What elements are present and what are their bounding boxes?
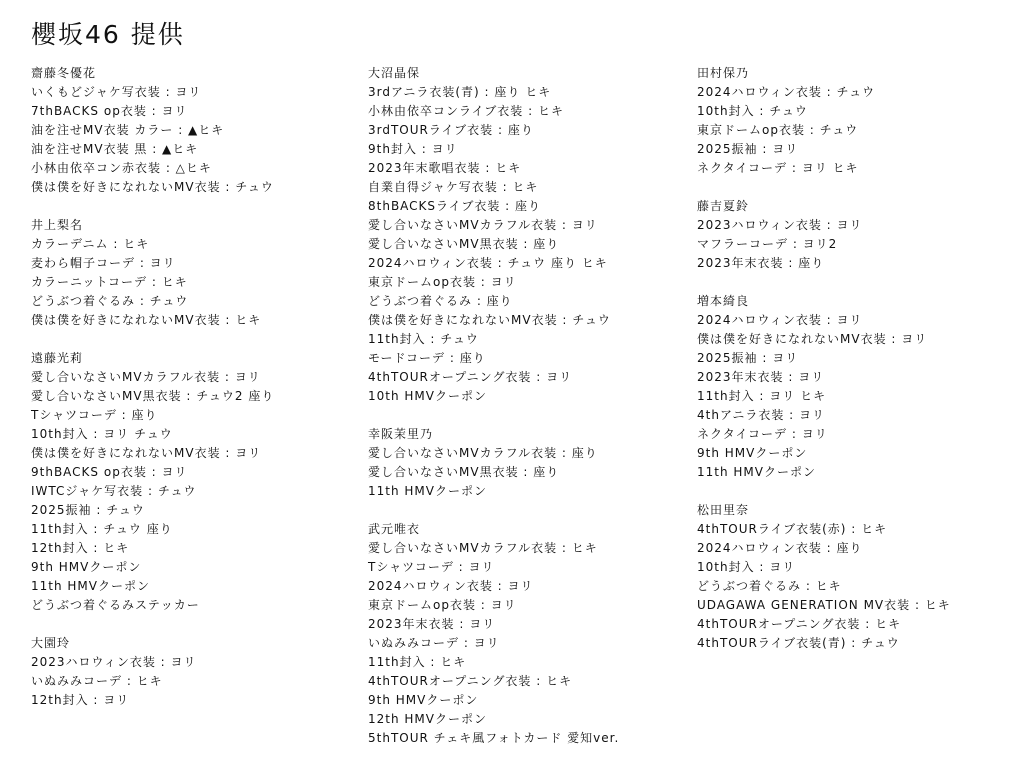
member-block (31, 634, 274, 710)
member-name: 遠藤光莉 (31, 351, 84, 365)
item-entry: 東京ドームop衣装 : ヨリ (368, 598, 517, 612)
item-entry: 2023ハロウィン衣装 : ヨリ (697, 218, 863, 232)
member-block (368, 520, 619, 748)
item-entry: どうぶつ着ぐるみ : 座り (368, 294, 513, 308)
item-entry: カラーデニム : ヒキ (31, 237, 150, 251)
item-entry: 2023ハロウィン衣装 : ヨリ (31, 655, 197, 669)
item-entry: どうぶつ着ぐるみ : チュウ (31, 294, 189, 308)
item-entry: 11th HMVクーポン (697, 465, 816, 479)
item-entry: 11th封入 : チュウ 座り (31, 522, 173, 536)
item-entry: 3rdTOURライブ衣装 : 座り (368, 123, 534, 137)
item-entry: モードコーデ : 座り (368, 351, 486, 365)
item-entry: 2023年末衣装 : ヨリ (368, 617, 496, 631)
member-block (368, 425, 619, 501)
item-entry: いぬみみコーデ : ヒキ (31, 674, 163, 688)
item-entry: 2025振袖 : ヨリ (697, 142, 799, 156)
item-entry: 3rdアニラ衣装(青) : 座り ヒキ (368, 85, 552, 99)
member-block (31, 216, 274, 330)
member-column (697, 64, 951, 672)
item-entry: 11th封入 : ヨリ ヒキ (697, 389, 827, 403)
page-title: 櫻坂46 提供 (31, 20, 185, 49)
member-block (31, 64, 274, 197)
item-entry: 11th HMVクーポン (368, 484, 487, 498)
member-name: 大園玲 (31, 636, 71, 650)
item-entry: 僕は僕を好きになれないMV衣装 : ヨリ (31, 446, 262, 460)
item-entry: 4thTOURオープニング衣装 : ヒキ (368, 674, 573, 688)
item-entry: 9th HMVクーポン (368, 693, 479, 707)
item-entry: 僕は僕を好きになれないMV衣装 : ヨリ (697, 332, 928, 346)
item-entry: 4thTOURライブ衣装(青) : チュウ (697, 636, 900, 650)
item-entry: Tシャツコーデ : 座り (31, 408, 158, 422)
item-entry: 2024ハロウィン衣装 : ヨリ (697, 313, 863, 327)
item-entry: マフラーコーデ : ヨリ2 (697, 237, 838, 251)
item-entry: 愛し合いなさいMVカラフル衣装 : ヨリ (368, 218, 598, 232)
item-entry: ネクタイコーデ : ヨリ ヒキ (697, 161, 859, 175)
item-entry: カラーニットコーデ : ヒキ (31, 275, 188, 289)
item-entry: 愛し合いなさいMV黒衣装 : 座り (368, 237, 560, 251)
item-entry: 4thTOURライブ衣装(赤) : ヒキ (697, 522, 888, 536)
item-entry: Tシャツコーデ : ヨリ (368, 560, 495, 574)
item-entry: 10th HMVクーポン (368, 389, 487, 403)
item-entry: 12th封入 : ヒキ (31, 541, 130, 555)
member-name: 藤吉夏鈴 (697, 199, 750, 213)
item-entry: どうぶつ着ぐるみステッカー (31, 598, 200, 612)
item-entry: 5thTOUR チェキ風フォトカード 愛知ver. (368, 731, 620, 745)
member-name: 大沼晶保 (368, 66, 421, 80)
item-entry: 小林由依卒コンライブ衣装 : ヒキ (368, 104, 564, 118)
item-entry: 10th封入 : ヨリ チュウ (31, 427, 173, 441)
item-entry: 9th HMVクーポン (31, 560, 142, 574)
item-entry: 8thBACKSライブ衣装 : 座り (368, 199, 541, 213)
item-entry: 僕は僕を好きになれないMV衣装 : チュウ (31, 180, 274, 194)
item-entry: 2024ハロウィン衣装 : チュウ 座り ヒキ (368, 256, 608, 270)
item-entry: 油を注せMV衣装 黒 : ▲ヒキ (31, 142, 199, 156)
member-column (31, 64, 274, 729)
member-block (697, 64, 951, 178)
member-block (31, 349, 274, 615)
item-entry: どうぶつ着ぐるみ : ヒキ (697, 579, 842, 593)
item-entry: 10th封入 : ヨリ (697, 560, 796, 574)
member-name: 増本綺良 (697, 294, 750, 308)
item-entry: 9thBACKS op衣装 : ヨリ (31, 465, 188, 479)
item-entry: ネクタイコーデ : ヨリ (697, 427, 828, 441)
item-entry: 4thTOURオープニング衣装 : ヒキ (697, 617, 902, 631)
member-name: 松田里奈 (697, 503, 750, 517)
item-entry: 2023年末歌唱衣装 : ヒキ (368, 161, 522, 175)
member-name: 幸阪茉里乃 (368, 427, 434, 441)
item-entry: 愛し合いなさいMVカラフル衣装 : 座り (368, 446, 598, 460)
item-entry: 2025振袖 : チュウ (31, 503, 145, 517)
member-column (368, 64, 619, 767)
item-entry: いぬみみコーデ : ヨリ (368, 636, 500, 650)
item-entry: 12th封入 : ヨリ (31, 693, 130, 707)
item-entry: UDAGAWA GENERATION MV衣装 : ヒキ (697, 598, 951, 612)
member-block (697, 292, 951, 482)
item-entry: 愛し合いなさいMV黒衣装 : 座り (368, 465, 560, 479)
item-entry: 4thTOURオープニング衣装 : ヨリ (368, 370, 573, 384)
item-entry: 愛し合いなさいMVカラフル衣装 : ヨリ (31, 370, 261, 384)
item-entry: 自業自得ジャケ写衣装 : ヒキ (368, 180, 539, 194)
item-entry: 2023年末衣装 : 座り (697, 256, 825, 270)
item-entry: 9th HMVクーポン (697, 446, 808, 460)
item-entry: 4thアニラ衣装 : ヨリ (697, 408, 826, 422)
item-entry: IWTCジャケ写衣装 : チュウ (31, 484, 197, 498)
item-entry: 東京ドームop衣装 : ヨリ (368, 275, 517, 289)
member-block (697, 501, 951, 653)
item-entry: 2025振袖 : ヨリ (697, 351, 799, 365)
item-entry: 油を注せMV衣装 カラー : ▲ヒキ (31, 123, 225, 137)
item-entry: 7thBACKS op衣装 : ヨリ (31, 104, 188, 118)
item-entry: 2024ハロウィン衣装 : チュウ (697, 85, 876, 99)
member-name: 田村保乃 (697, 66, 750, 80)
item-entry: 11th封入 : ヒキ (368, 655, 467, 669)
item-entry: 愛し合いなさいMVカラフル衣装 : ヒキ (368, 541, 598, 555)
member-name: 井上梨名 (31, 218, 84, 232)
member-name: 武元唯衣 (368, 522, 421, 536)
item-entry: 2023年末衣装 : ヨリ (697, 370, 825, 384)
item-entry: 小林由依卒コン赤衣装 : △ヒキ (31, 161, 212, 175)
item-entry: 僕は僕を好きになれないMV衣装 : ヒキ (31, 313, 262, 327)
item-entry: 11th封入 : チュウ (368, 332, 479, 346)
item-entry: 東京ドームop衣装 : チュウ (697, 123, 859, 137)
item-entry: 9th封入 : ヨリ (368, 142, 458, 156)
item-entry: 10th封入 : チュウ (697, 104, 808, 118)
item-entry: 12th HMVクーポン (368, 712, 487, 726)
item-entry: 11th HMVクーポン (31, 579, 150, 593)
item-entry: 2024ハロウィン衣装 : 座り (697, 541, 863, 555)
item-entry: いくもどジャケ写衣装 : ヨリ (31, 85, 202, 99)
member-name: 齋藤冬優花 (31, 66, 97, 80)
item-entry: 麦わら帽子コーデ : ヨリ (31, 256, 176, 270)
item-entry: 僕は僕を好きになれないMV衣装 : チュウ (368, 313, 611, 327)
item-entry: 愛し合いなさいMV黒衣装 : チュウ2 座り (31, 389, 275, 403)
item-entry: 2024ハロウィン衣装 : ヨリ (368, 579, 534, 593)
member-block (697, 197, 951, 273)
member-block (368, 64, 619, 406)
